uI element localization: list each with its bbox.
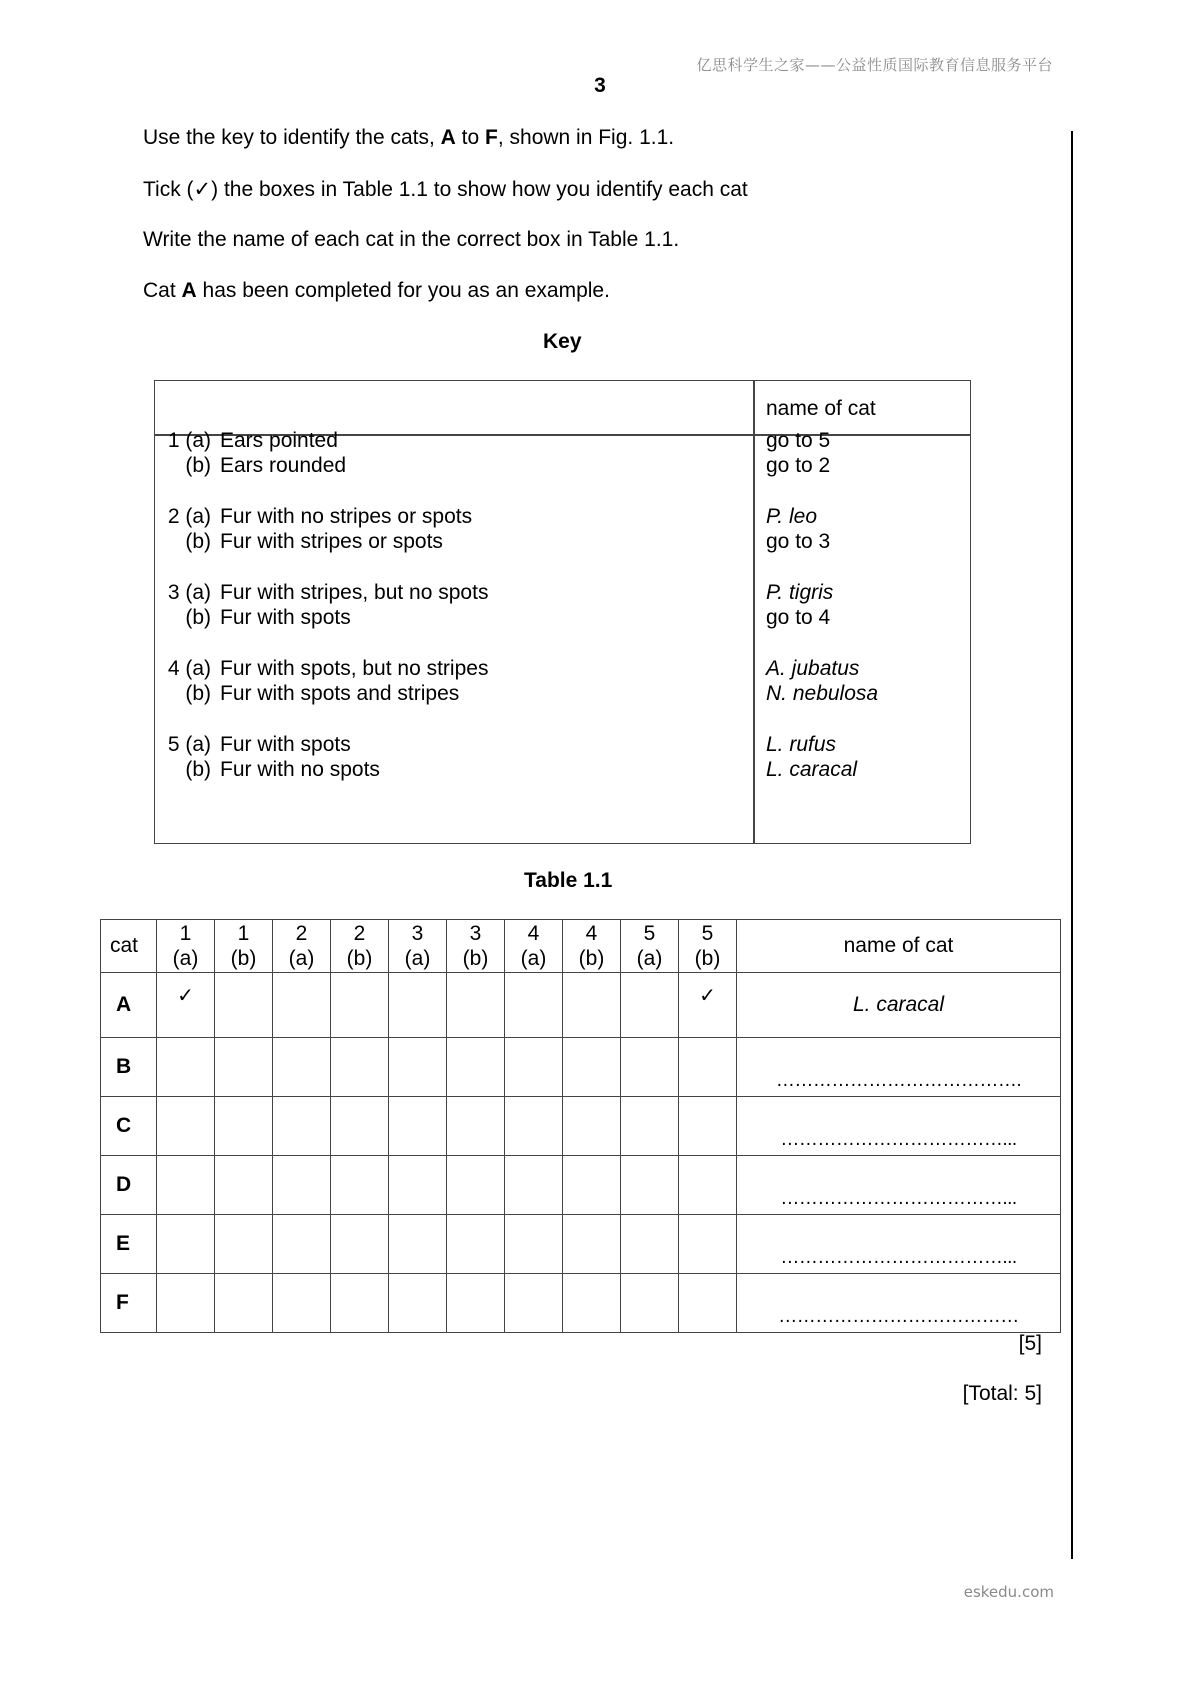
step-column-header xyxy=(621,920,679,973)
tick-box[interactable] xyxy=(621,1215,679,1274)
tick-box[interactable] xyxy=(621,1097,679,1156)
tick-box xyxy=(447,973,505,1038)
cat-name-answer-field[interactable]: ………………………………… xyxy=(737,1274,1061,1333)
tick-box[interactable] xyxy=(563,1097,621,1156)
step-number: 2 xyxy=(353,922,366,945)
step-column-header xyxy=(447,920,505,973)
tick-box[interactable] xyxy=(331,1215,389,1274)
key-step-number: 5 (a) xyxy=(167,733,211,756)
key-step-result-6: A. jubatus xyxy=(766,657,860,680)
tick-box[interactable] xyxy=(679,1156,737,1215)
tick-box[interactable] xyxy=(157,1097,215,1156)
key-step-result-1: go to 2 xyxy=(766,454,831,477)
key-step-0 xyxy=(155,429,338,453)
total-marks: [Total: 5] xyxy=(962,1382,1042,1405)
tick-box xyxy=(505,973,563,1038)
tick-box[interactable] xyxy=(621,1274,679,1333)
step-column-header xyxy=(273,920,331,973)
tick-box[interactable] xyxy=(331,1097,389,1156)
table-row xyxy=(101,1038,1061,1097)
key-step-number: 4 (a) xyxy=(167,657,211,680)
step-column-header xyxy=(331,920,389,973)
key-step-text: Fur with spots xyxy=(220,606,351,629)
cat-name-example: L. caracal xyxy=(737,973,1061,1038)
tick-box[interactable] xyxy=(563,1215,621,1274)
tick-box xyxy=(389,973,447,1038)
cat-name-answer-field[interactable]: …………………………………. xyxy=(737,1038,1061,1097)
instruction-3: Write the name of each cat in the correct box in Table 1.1. xyxy=(143,228,680,251)
tick-box[interactable] xyxy=(447,1215,505,1274)
key-step-6 xyxy=(155,657,488,681)
step-letter: (a) xyxy=(172,947,199,970)
key-step-text: Ears rounded xyxy=(220,454,347,477)
margin-line xyxy=(1071,131,1073,1559)
cat-label: A xyxy=(101,973,157,1038)
header-watermark: 亿思科学生之家——公益性质国际教育信息服务平台 xyxy=(696,56,1053,74)
key-column-divider xyxy=(753,381,755,843)
cat-label: D xyxy=(101,1156,157,1215)
key-step-result-0: go to 5 xyxy=(766,429,831,452)
key-step-7 xyxy=(155,682,459,706)
tick-box[interactable] xyxy=(621,1156,679,1215)
tick-box[interactable] xyxy=(157,1274,215,1333)
tick-box[interactable] xyxy=(505,1156,563,1215)
step-column-header xyxy=(389,920,447,973)
table-row xyxy=(101,973,1061,1038)
tick-box[interactable] xyxy=(273,1038,331,1097)
tick-box[interactable] xyxy=(505,1097,563,1156)
tick-box[interactable] xyxy=(621,1038,679,1097)
tick-box xyxy=(215,973,273,1038)
tick-box[interactable] xyxy=(447,1156,505,1215)
key-step-8 xyxy=(155,733,351,757)
key-step-result-7: N. nebulosa xyxy=(766,682,879,705)
tick-box[interactable] xyxy=(215,1215,273,1274)
tick-box[interactable] xyxy=(447,1274,505,1333)
cat-label: C xyxy=(101,1097,157,1156)
cat-label: B xyxy=(101,1038,157,1097)
step-letter: (b) xyxy=(578,947,605,970)
tick-box xyxy=(621,973,679,1038)
tick-box[interactable] xyxy=(215,1274,273,1333)
tick-box-checked: ✓ xyxy=(679,973,737,1038)
step-letter: (a) xyxy=(288,947,315,970)
key-step-number: (b) xyxy=(185,606,211,629)
step-number: 5 xyxy=(643,922,656,945)
step-column-header xyxy=(215,920,273,973)
step-number: 4 xyxy=(527,922,540,945)
tick-box[interactable] xyxy=(389,1215,447,1274)
tick-box[interactable] xyxy=(273,1215,331,1274)
step-letter: (b) xyxy=(346,947,373,970)
tick-box[interactable] xyxy=(505,1274,563,1333)
footer-watermark: eskedu.com xyxy=(963,1583,1054,1601)
key-step-1 xyxy=(155,454,346,478)
cat-name-answer-field[interactable]: ………………………………... xyxy=(737,1097,1061,1156)
instruction-4: Cat A has been completed for you as an example. xyxy=(143,279,610,302)
key-step-number: 3 (a) xyxy=(167,581,211,604)
tick-box[interactable] xyxy=(679,1215,737,1274)
tick-box[interactable] xyxy=(563,1156,621,1215)
step-letter: (b) xyxy=(694,947,721,970)
key-table xyxy=(154,380,971,844)
step-column-header xyxy=(679,920,737,973)
tick-box[interactable] xyxy=(505,1038,563,1097)
tick-box xyxy=(273,973,331,1038)
step-column-header xyxy=(563,920,621,973)
instruction-1: Use the key to identify the cats, A to F, shown in Fig. 1.1. xyxy=(143,126,675,149)
key-step-text: Fur with spots and stripes xyxy=(220,682,460,705)
tick-box xyxy=(563,973,621,1038)
tick-box[interactable] xyxy=(505,1215,563,1274)
tick-box[interactable] xyxy=(273,1274,331,1333)
tick-box[interactable] xyxy=(389,1097,447,1156)
key-step-text: Fur with no stripes or spots xyxy=(220,505,473,528)
key-name-header: name of cat xyxy=(766,397,876,420)
step-number: 2 xyxy=(295,922,308,945)
key-step-text: Ears pointed xyxy=(220,429,338,452)
tick-box[interactable] xyxy=(157,1215,215,1274)
table-row xyxy=(101,1215,1061,1274)
key-step-text: Fur with no spots xyxy=(220,758,380,781)
tick-box[interactable] xyxy=(563,1038,621,1097)
key-step-result-8: L. rufus xyxy=(766,733,837,756)
table-row xyxy=(101,1274,1061,1333)
key-step-number: 1 (a) xyxy=(167,429,211,452)
key-step-text: Fur with spots xyxy=(220,733,351,756)
cat-label: F xyxy=(101,1274,157,1333)
tick-box[interactable] xyxy=(389,1038,447,1097)
step-number: 1 xyxy=(179,922,192,945)
step-number: 3 xyxy=(411,922,424,945)
step-column-header xyxy=(505,920,563,973)
step-number: 5 xyxy=(701,922,714,945)
key-step-number: (b) xyxy=(185,758,211,781)
tick-box[interactable] xyxy=(447,1097,505,1156)
key-step-result-4: P. tigris xyxy=(766,581,834,604)
key-step-number: (b) xyxy=(185,530,211,553)
table-row xyxy=(101,1156,1061,1215)
step-letter: (a) xyxy=(520,947,547,970)
key-step-number: 2 (a) xyxy=(167,505,211,528)
tick-box[interactable] xyxy=(215,1156,273,1215)
tick-box[interactable] xyxy=(331,1038,389,1097)
tick-box[interactable] xyxy=(563,1274,621,1333)
key-step-5 xyxy=(155,606,351,630)
step-letter: (a) xyxy=(404,947,431,970)
instruction-2: Tick (✓) the boxes in Table 1.1 to show how you identify each cat xyxy=(143,178,748,201)
tick-box-checked: ✓ xyxy=(157,973,215,1038)
tick-box[interactable] xyxy=(389,1274,447,1333)
table-row xyxy=(101,1097,1061,1156)
tick-box[interactable] xyxy=(447,1038,505,1097)
key-step-4 xyxy=(155,581,488,605)
tick-box xyxy=(331,973,389,1038)
tick-box[interactable] xyxy=(157,1038,215,1097)
tick-box[interactable] xyxy=(679,1097,737,1156)
cat-column-header: cat xyxy=(101,920,157,973)
cat-name-answer-field[interactable]: ………………………………... xyxy=(737,1156,1061,1215)
key-heading: Key xyxy=(543,330,582,353)
key-step-9 xyxy=(155,758,380,782)
step-letter: (a) xyxy=(636,947,663,970)
tick-box[interactable] xyxy=(273,1156,331,1215)
key-step-result-5: go to 4 xyxy=(766,606,831,629)
step-number: 3 xyxy=(469,922,482,945)
key-step-text: Fur with stripes, but no spots xyxy=(220,581,489,604)
tick-box[interactable] xyxy=(679,1038,737,1097)
identification-table xyxy=(100,919,1061,1333)
key-step-result-3: go to 3 xyxy=(766,530,831,553)
step-column-header xyxy=(157,920,215,973)
page-number: 3 xyxy=(594,74,606,97)
key-step-2 xyxy=(155,505,472,529)
tick-box[interactable] xyxy=(679,1274,737,1333)
key-step-result-9: L. caracal xyxy=(766,758,858,781)
tick-box[interactable] xyxy=(331,1274,389,1333)
step-number: 1 xyxy=(237,922,250,945)
key-step-text: Fur with spots, but no stripes xyxy=(220,657,489,680)
key-step-number: (b) xyxy=(185,454,211,477)
cat-label: E xyxy=(101,1215,157,1274)
table-heading: Table 1.1 xyxy=(524,869,613,892)
tick-box[interactable] xyxy=(331,1156,389,1215)
question-marks: [5] xyxy=(1018,1332,1042,1355)
tick-box[interactable] xyxy=(215,1038,273,1097)
key-step-text: Fur with stripes or spots xyxy=(220,530,443,553)
step-number: 4 xyxy=(585,922,598,945)
name-column-header: name of cat xyxy=(737,920,1061,973)
key-step-3 xyxy=(155,530,443,554)
tick-box[interactable] xyxy=(215,1097,273,1156)
key-step-result-2: P. leo xyxy=(766,505,817,528)
tick-box[interactable] xyxy=(273,1097,331,1156)
tick-box[interactable] xyxy=(389,1156,447,1215)
step-letter: (b) xyxy=(462,947,489,970)
cat-name-answer-field[interactable]: ………………………………... xyxy=(737,1215,1061,1274)
tick-box[interactable] xyxy=(157,1156,215,1215)
step-letter: (b) xyxy=(230,947,257,970)
key-step-number: (b) xyxy=(185,682,211,705)
